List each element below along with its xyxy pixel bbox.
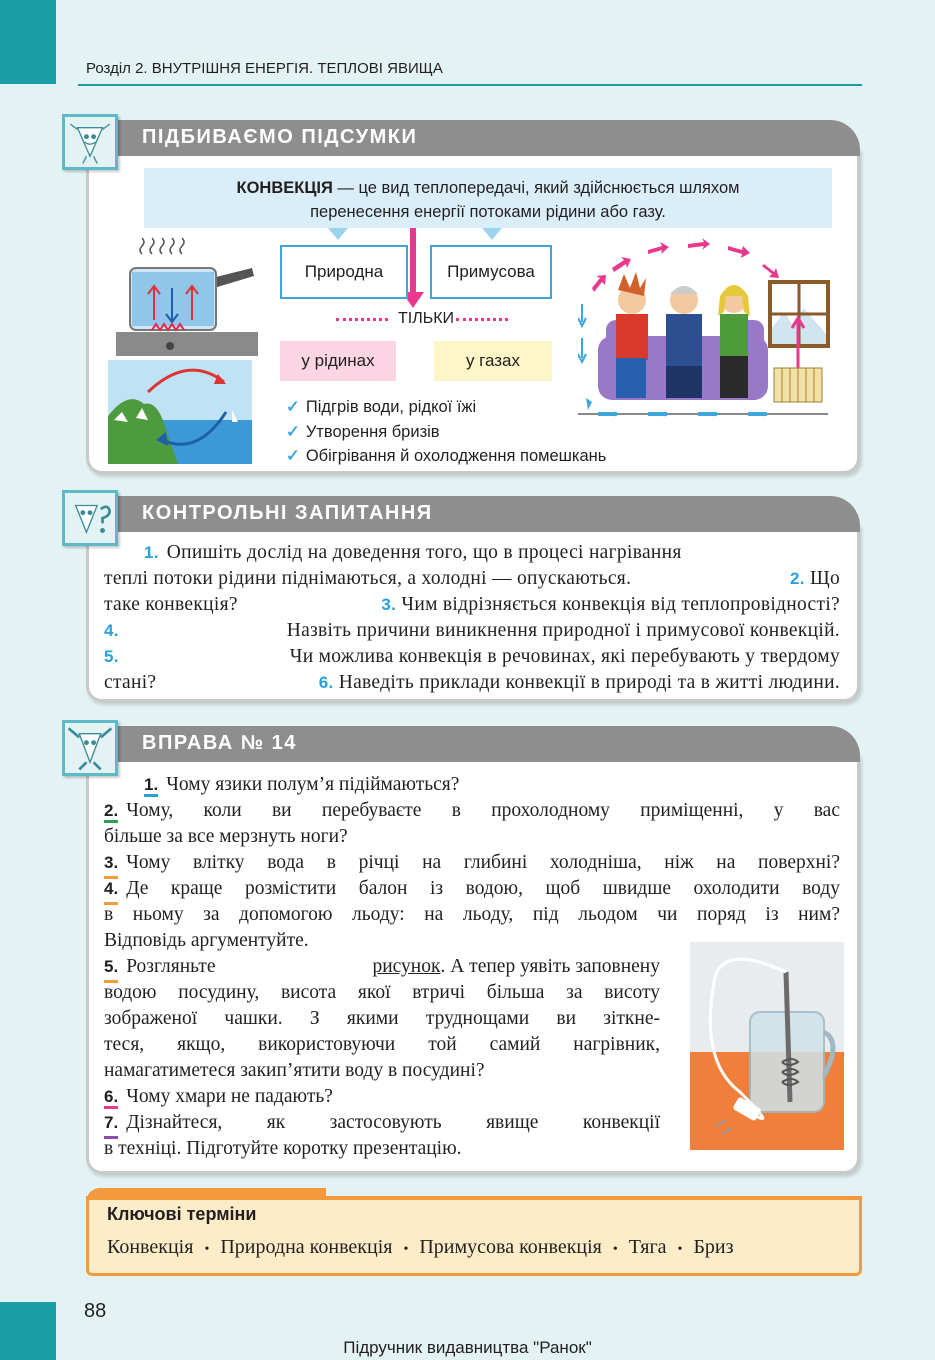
check-icon: ✓ — [286, 447, 300, 465]
publisher-footer: Підручник видавництва "Ранок" — [343, 1338, 592, 1357]
key-term: Бриз — [693, 1236, 734, 1258]
separator-dot: • — [612, 1242, 618, 1257]
summary-title: ПІДБИВАЄМО ПІДСУМКИ — [114, 120, 860, 156]
corner-tab-top — [0, 0, 56, 84]
liquids-box: у рідинах — [280, 341, 396, 381]
dotted-arrow-right — [456, 318, 508, 321]
key-terms-box — [86, 1196, 862, 1276]
header-rule — [78, 84, 862, 86]
definition-line-2: перенесення енергії потоками рідини або газу. — [310, 203, 666, 221]
dotted-arrow-left — [336, 318, 388, 321]
separator-dot: • — [204, 1242, 210, 1257]
control-questions-section — [86, 496, 860, 702]
check-icon: ✓ — [286, 422, 300, 441]
exercise-item-2: 2. Чому, коли ви перебуваєте в прохолодному приміщенні, у вас — [104, 800, 840, 821]
list-item: ✓ Утворення бризів — [286, 422, 440, 441]
pointer-triangle-left — [328, 228, 348, 240]
definition-line-1: — це вид теплопередачі, який здійснюється шляхом — [332, 179, 740, 197]
key-terms-list — [107, 1236, 734, 1259]
key-term: Тяга — [628, 1236, 667, 1258]
running-head: Розділ 2. ВНУТРІШНЯ ЕНЕРГІЯ. ТЕПЛОВІ ЯВИЩА — [86, 60, 443, 77]
down-arrow-icon — [410, 228, 416, 294]
exercise-item-5: 5. Розгляньте рисунок. А тепер уявіть заповнену — [104, 954, 660, 983]
check-icon: ✓ — [286, 398, 300, 416]
sea-breeze-illustration — [108, 360, 252, 464]
pot-on-stove-illustration — [112, 232, 262, 356]
immersion-heater-photo — [690, 942, 844, 1150]
definition-term: КОНВЕКЦІЯ — [236, 179, 333, 197]
mascot-icon — [62, 114, 118, 170]
exercise-item-6: 6. Чому хмари не падають? — [104, 1086, 333, 1107]
questions-text: 1. Опишіть дослід на доведення того, що в процесі нагрівання теплі потоки рідини піднімаються, а холодні — опускаються. 2. Що таке конвекція? 3. Чим відрізняється конвекція від теплопровідності? 4. Назвіть причини виникнення природної і примусової конвекцій. 5. Чи можлива конвекція в речовинах, які перебувають у твердому стані? 6. Наведіть приклади конвекції в природі та в житті людини. — [104, 542, 840, 693]
pointer-triangle-right — [482, 228, 502, 240]
key-term: Конвекція — [107, 1236, 194, 1258]
definition-box — [144, 168, 832, 228]
key-term: Природна конвекція — [220, 1236, 393, 1258]
exercise-title: ВПРАВА № 14 — [114, 726, 860, 762]
separator-dot: • — [403, 1242, 409, 1257]
summary-section — [86, 120, 860, 474]
room-heating-illustration — [578, 238, 832, 424]
list-item: ✓ Підгрів води, рідкої їжі — [286, 398, 477, 416]
key-term: Примусова конвекція — [419, 1236, 602, 1258]
exercise-item-1: 1. Чому язики полум’я підіймаються? — [144, 774, 460, 795]
mascot-question-icon — [62, 490, 118, 546]
gases-box: у газах — [434, 341, 552, 381]
figure-link[interactable]: рисунок — [372, 956, 441, 977]
separator-dot: • — [677, 1242, 683, 1257]
page-number: 88 — [84, 1300, 107, 1322]
exercise-item-3: 3. Чому влітку вода в річці на глибині холодніша, ніж на поверхні? — [104, 850, 840, 879]
exercise-section: ВПРАВА № 14 1. Чому язики полум’я підіймаються? 2. Чому, коли ви перебуваєте в прохолодному приміщенні, у вас більше за все мерзнуть ноги? 3. Чому влітку вода в річці на глибині холодніша, ніж на поверхні? 4. Де краще розмістити балон із водою, щоб швидше охолодити воду в ньому за допомогою льоду: на льоду, під льодом чи поряд із ним? Відповідь аргументуйте. 5. Розгляньте рисунок. А тепер уявіть заповнену водою посудину, висота якої втричі більша за висоту зображеної чашки. З якими труднощами ви зіткне- теся, якщо, використовуючи той самий нагрівник, намагатиметеся закип’ятити воду в посудині? 6. Чому хмари не падають? 7. Дізнайтеся, як застосовують явище конвекції в техніці. Підготуйте коротку презентацію. — [86, 726, 860, 1174]
list-item: ✓ Обігрівання й охолодження помешкань — [286, 447, 607, 465]
exercise-item-7: 7. Дізнайтеся, як застосовують явище конвекції — [104, 1110, 660, 1139]
exercise-item-4: 4. Де краще розмістити балон із водою, щоб швидше охолодити воду — [104, 876, 840, 905]
natural-convection-box: Природна — [280, 245, 408, 299]
key-terms-title: Ключові терміни — [107, 1204, 257, 1224]
only-label: ТІЛЬКИ — [398, 310, 455, 327]
mascot-exercise-icon — [62, 720, 118, 776]
forced-convection-box: Примусова — [430, 245, 552, 299]
questions-title: КОНТРОЛЬНІ ЗАПИТАННЯ — [114, 496, 860, 532]
examples-list — [286, 395, 606, 469]
